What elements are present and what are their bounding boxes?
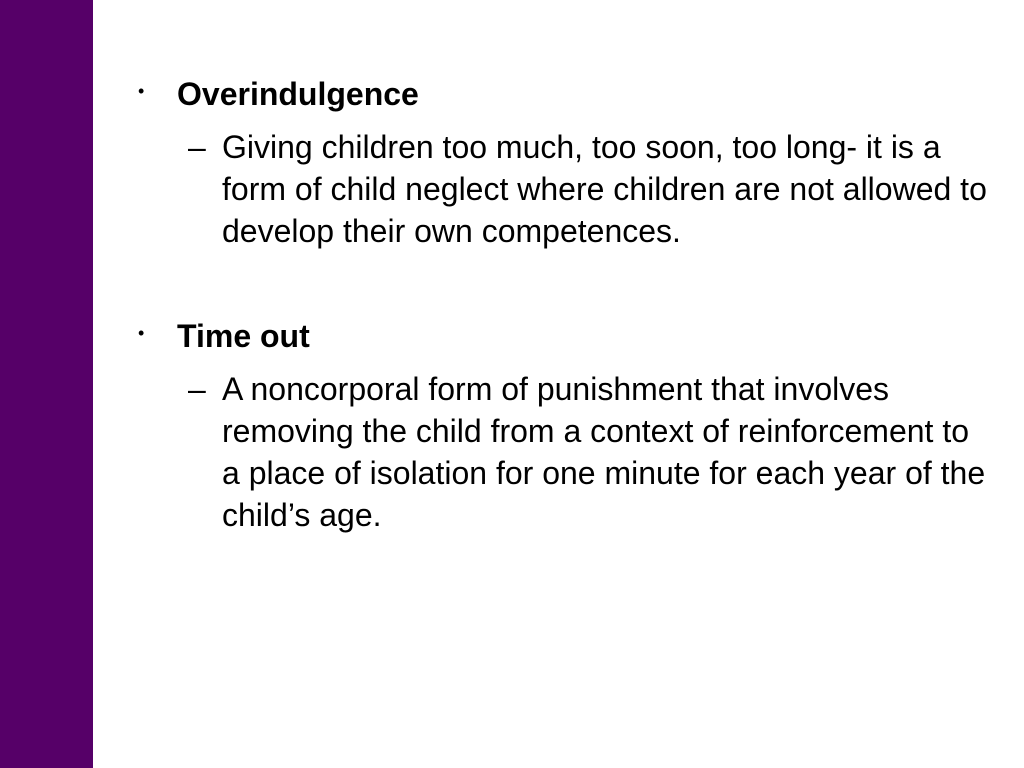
side-bar — [0, 0, 93, 768]
sub-bullet — [136, 126, 1006, 252]
spacer — [136, 252, 1006, 314]
sub-bullet-text: A noncorporal form of punishment that involves removing the child from a context of reinforcement to a place of isolation for one minute for each year of the child’s age. — [222, 371, 986, 533]
bullet-marker: • — [138, 81, 145, 101]
bullet-marker: • — [138, 323, 145, 343]
sub-bullet-marker: – — [188, 129, 206, 165]
bullet-heading: Overindulgence — [177, 76, 419, 112]
bullet-row — [136, 314, 1006, 358]
sub-bullet-marker: – — [188, 371, 206, 407]
sub-bullet — [136, 368, 1006, 536]
bullet-row — [136, 72, 1006, 116]
bullet-heading: Time out — [177, 318, 310, 354]
sub-bullet-text: Giving children too much, too soon, too long- it is a form of child neglect where children are not allowed to develop their own competences. — [222, 129, 987, 249]
bullet-overindulgence — [136, 72, 1006, 252]
bullet-time-out — [136, 314, 1006, 536]
slide-content — [136, 72, 1006, 536]
